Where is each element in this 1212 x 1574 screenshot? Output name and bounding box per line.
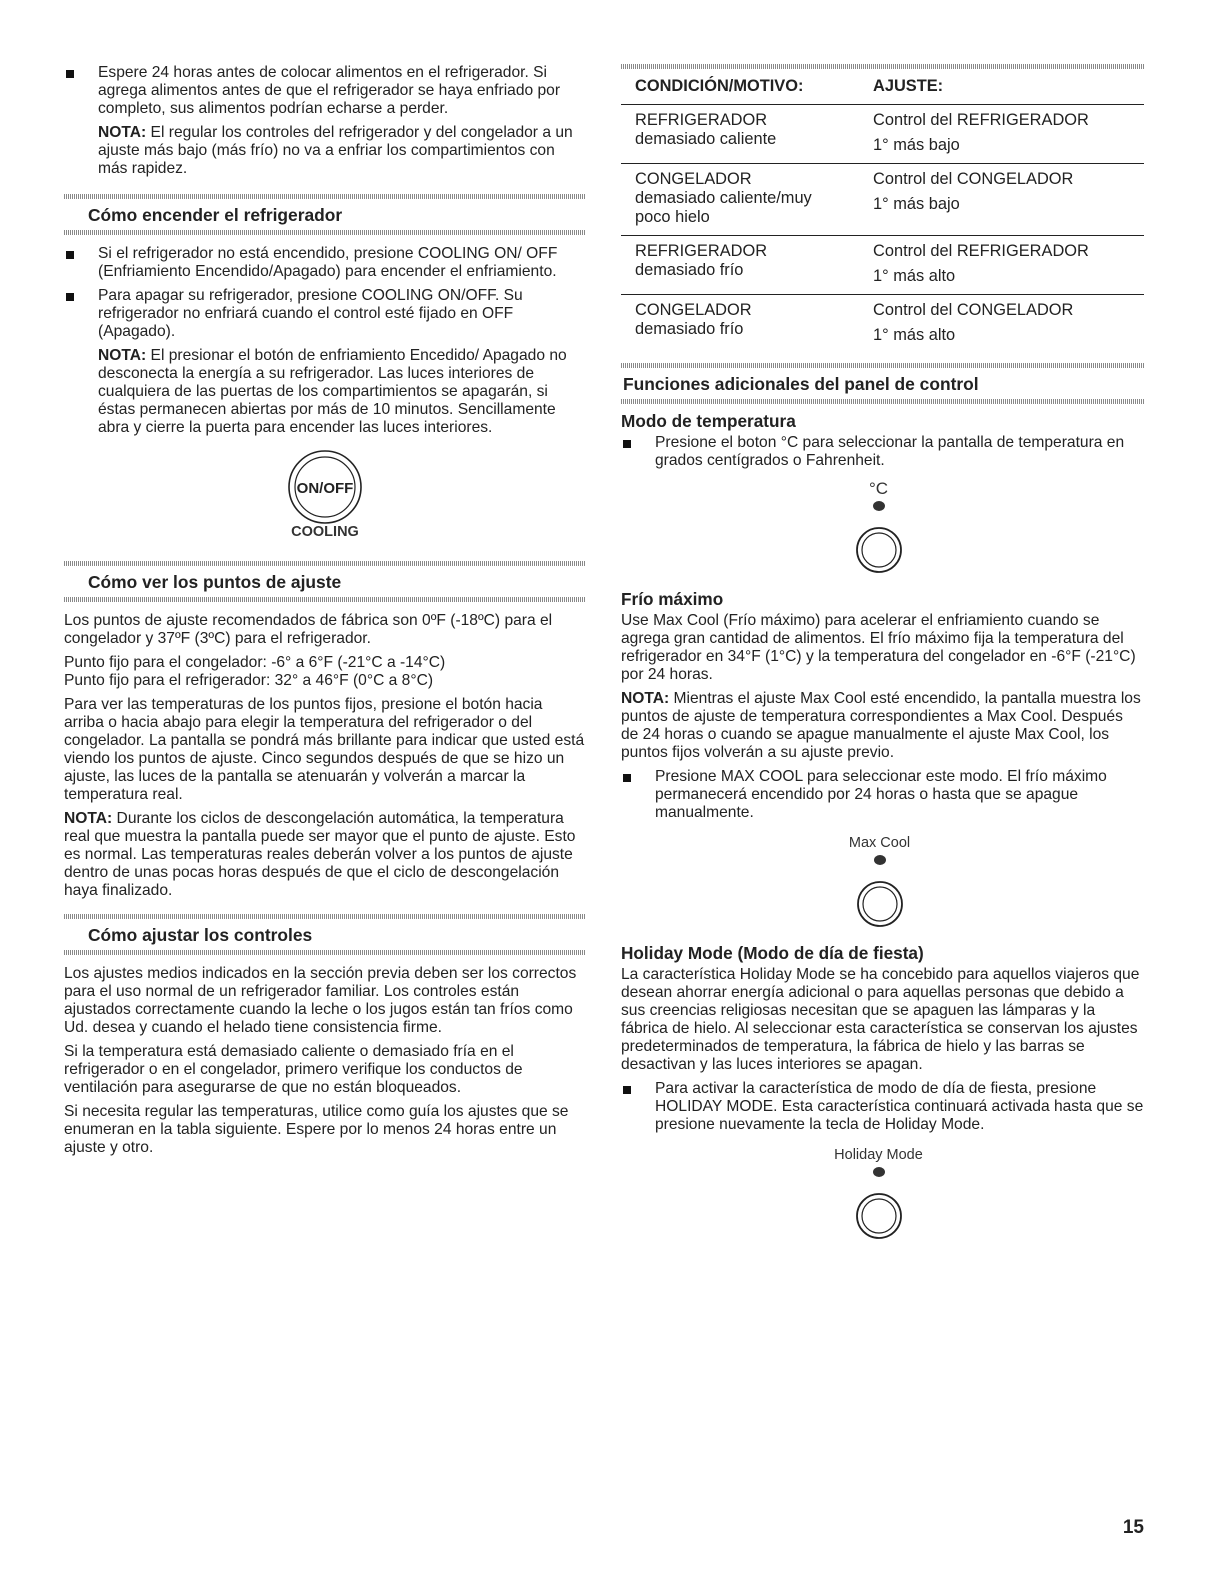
condition-b: demasiado frío xyxy=(635,261,744,279)
control-name: Control del CONGELADOR xyxy=(873,170,1074,188)
wait-note-text: El regular los controles del refrigerador y del congelador a un ajuste más bajo (más frío) no va a enfriar los compartimientos con más rapidez. xyxy=(98,124,573,177)
nota-label: NOTA: xyxy=(98,124,147,141)
table-cell-setting xyxy=(873,295,1144,354)
table-row xyxy=(621,105,1144,164)
puntos-p2 xyxy=(64,654,586,690)
onoff-button-figure xyxy=(64,447,586,541)
wait-note xyxy=(64,124,586,178)
table-header-condition: CONDICIÓN/MOTIVO: xyxy=(621,69,873,105)
condition-a: CONGELADOR xyxy=(635,301,752,319)
puntos-p1: Los puntos de ajuste recomendados de fábrica son 0ºF (-18ºC) para el congelador y 37ºF (3ºC) para el refrigerador. xyxy=(64,612,553,647)
left-column xyxy=(64,64,586,1163)
page-number: 15 xyxy=(1122,1517,1144,1538)
table-row xyxy=(621,295,1144,354)
condition-b: demasiado caliente/muy poco hielo xyxy=(635,189,812,226)
section-title-encender: Cómo encender el refrigerador xyxy=(88,205,343,225)
celsius-button-figure xyxy=(613,480,1144,582)
holiday-mode-label: Holiday Mode xyxy=(834,1147,923,1163)
max-cool-bullet: Presione MAX COOL para seleccionar este modo. El frío máximo permanecerá encendido por 24 horas o hasta que se apague manualmente. xyxy=(621,768,1144,822)
celsius-label: °C xyxy=(868,479,889,498)
table-cell-condition xyxy=(621,105,873,164)
control-name: Control del REFRIGERADOR xyxy=(873,111,1089,129)
max-cool-label: Max Cool xyxy=(848,835,911,851)
encender-bullet-1: Si el refrigerador no está encendido, presione COOLING ON/ OFF (Enfriamiento Encendido/Apagado) para encender el enfriamiento. xyxy=(64,245,586,281)
max-cool-note xyxy=(621,690,1144,762)
puntos-note-text: Durante los ciclos de descongelación automática, la temperatura real que muestra la pantalla puede ser mayor que el punto de ajuste. Esto es normal. Las temperaturas reales deberán volver a los puntos de ajuste dentro de unas pocas horas después de que el ciclo de descongelación haya finalizado. xyxy=(64,810,576,899)
section-title-puntos: Cómo ver los puntos de ajuste xyxy=(88,572,342,592)
condition-a: REFRIGERADOR xyxy=(635,242,768,260)
ajustar-p1: Los ajustes medios indicados en la sección previa deben ser los correctos para el uso normal de un refrigerador familiar. Los controles están ajustados correctamente cuando la leche o los jugos están tan fríos como Ud. desea y cuando el helado tiene consistencia firme. xyxy=(64,965,577,1036)
puntos-note xyxy=(64,810,586,900)
nota-label: NOTA: xyxy=(98,347,147,364)
right-column xyxy=(621,64,1144,1248)
section-title-ajustar: Cómo ajustar los controles xyxy=(88,925,313,945)
control-name: Control del CONGELADOR xyxy=(873,301,1074,319)
condition-a: CONGELADOR xyxy=(635,170,752,188)
condition-a: REFRIGERADOR xyxy=(635,111,768,129)
setting-value: 1° más alto xyxy=(873,326,956,344)
table-row xyxy=(621,236,1144,295)
table-cell-setting xyxy=(873,105,1144,164)
holiday-mode-title: Holiday Mode (Modo de día de fiesta) xyxy=(621,943,924,963)
nota-label: NOTA: xyxy=(64,810,113,827)
puntos-refrigerador: Punto fijo para el refrigerador: 32° a 46°F (0°C a 8°C) xyxy=(64,672,434,689)
holiday-p1: La característica Holiday Mode se ha concebido para aquellos viajeros que desean ahorrar energía adicional o para aquellas personas que debido a sus creencias religiosas necesitan que se apaguen las lámparas y la fábrica de hielo. Al seleccionar esta característica se conservan los ajustes predeterminados de temperatura, la fábrica de hielo y las barras se desactivan y las luces interiores se apagan. xyxy=(621,966,1140,1073)
encender-note-text: El presionar el botón de enfriamiento Encedido/ Apagado no desconecta la energía a su refrigerador. Las luces interiores de cualquiera de las puertas de los compartimientos se apagarán, si éstas permanecen abiertas por más de 10 minutos. Sencillamente abra y cierre la puerta para encender las luces interiores. xyxy=(98,347,567,436)
temp-mode-bullet: Presione el boton °C para seleccionar la pantalla de temperatura en grados centígrados o Fahrenheit. xyxy=(621,434,1144,470)
max-cool-p1: Use Max Cool (Frío máximo) para acelerar el enfriamiento cuando se agrega gran cantidad de alimentos. El frío máximo fija la temperatura del refrigerador en 34°F (1°C) y la temperatura del congelador en -6°F (-21°C) por 24 horas. xyxy=(621,612,1136,683)
max-cool-button-figure xyxy=(615,834,1144,936)
adjustment-table xyxy=(621,69,1144,353)
holiday-mode-button-icon[interactable] xyxy=(847,1164,911,1248)
holiday-mode-button-figure xyxy=(613,1146,1144,1248)
table-header-setting: AJUSTE: xyxy=(873,69,1144,105)
condition-b: demasiado caliente xyxy=(635,130,777,148)
condition-b: demasiado frío xyxy=(635,320,744,338)
onoff-button-icon[interactable] xyxy=(280,447,370,525)
table-header-row xyxy=(621,69,1144,105)
table-cell-setting xyxy=(873,164,1144,236)
celsius-button-icon[interactable] xyxy=(847,498,911,582)
max-cool-note-text: Mientras el ajuste Max Cool esté encendido, la pantalla muestra los puntos de ajuste de temperatura correspondientes a Max Cool. Después de 24 horas o cuando se apague manualmente el ajuste Max Cool, los puntos fijos volverán a su ajuste previo. xyxy=(621,690,1141,761)
puntos-p3: Para ver las temperaturas de los puntos fijos, presione el botón hacia arriba o hacia abajo para elegir la temperatura del refrigerador o del congelador. La pantalla se pondrá más brillante para indicar que usted está viendo los puntos de ajuste. Cinco segundos después de que se hizo un ajuste, las luces de la pantalla se atenuarán y volverán a marcar la temperatura real. xyxy=(64,696,585,803)
temp-mode-title: Modo de temperatura xyxy=(621,411,796,431)
table-cell-condition xyxy=(621,236,873,295)
puntos-congelador: Punto fijo para el congelador: -6° a 6°F (-21°C a -14°C) xyxy=(64,654,446,671)
cooling-label: COOLING xyxy=(291,524,359,540)
control-name: Control del REFRIGERADOR xyxy=(873,242,1089,260)
encender-note xyxy=(64,347,586,437)
setting-value: 1° más alto xyxy=(873,267,956,285)
wait-bullet: Espere 24 horas antes de colocar alimentos en el refrigerador. Si agrega alimentos antes de que el refrigerador se haya enfriado por completo, sus alimentos podrían echarse a perder. xyxy=(64,64,586,118)
encender-bullet-2: Para apagar su refrigerador, presione COOLING ON/OFF. Su refrigerador no enfriará cuando el control esté fijado en OFF (Apagado). xyxy=(64,287,586,341)
table-cell-setting xyxy=(873,236,1144,295)
table-row xyxy=(621,164,1144,236)
section-title-funciones: Funciones adicionales del panel de control xyxy=(623,374,979,394)
table-cell-condition xyxy=(621,164,873,236)
setting-value: 1° más bajo xyxy=(873,136,960,154)
table-cell-condition xyxy=(621,295,873,354)
ajustar-p3: Si necesita regular las temperaturas, utilice como guía los ajustes que se enumeran en la tabla siguiente. Espere por lo menos 24 horas entre un ajuste y otro. xyxy=(64,1103,569,1156)
max-cool-title: Frío máximo xyxy=(621,589,724,609)
setting-value: 1° más bajo xyxy=(873,195,960,213)
max-cool-button-icon[interactable] xyxy=(848,852,912,936)
nota-label: NOTA: xyxy=(621,690,670,707)
onoff-button-text: ON/OFF xyxy=(296,480,354,497)
ajustar-p2: Si la temperatura está demasiado caliente o demasiado fría en el refrigerador o en el congelador, primero verifique los conductos de ventilación para asegurarse de que no están bloqueados. xyxy=(64,1043,523,1096)
holiday-bullet: Para activar la característica de modo de día de fiesta, presione HOLIDAY MODE. Esta característica continuará activada hasta que se presione nuevamente la tecla de Holiday Mode. xyxy=(621,1080,1144,1134)
